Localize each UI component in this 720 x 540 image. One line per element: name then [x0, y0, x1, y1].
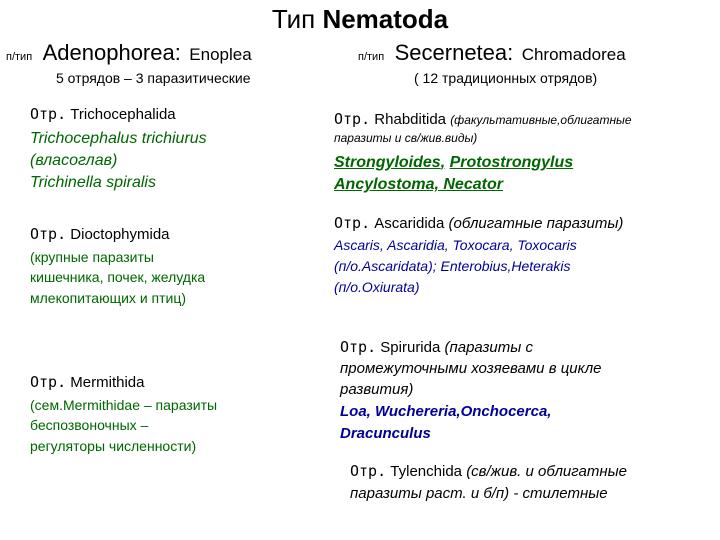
species-trichinella: Trichinella spiralis: [30, 174, 156, 191]
order-trichocephalida: [30, 105, 176, 123]
order-name: Ascaridida: [374, 215, 445, 232]
order-name: Mermithida: [70, 374, 145, 391]
order-prefix: Отр.: [30, 373, 67, 391]
rhabditida-genera-line-1: [334, 153, 573, 173]
page-title: [0, 4, 720, 35]
order-prefix: Отр.: [334, 214, 371, 232]
order-mermithida: [30, 373, 144, 391]
left-subtype-label: п/тип: [6, 51, 33, 63]
right-class-name: Chromadorea: [521, 45, 626, 64]
order-prefix: Отр.: [334, 110, 371, 128]
genus-strongyloides: Strongyloides: [334, 154, 441, 171]
ascaridida-line-2: (п/о.Ascaridata); Enterobius,Heterakis: [334, 258, 571, 274]
left-subtype-name: Adenophorea:: [42, 40, 181, 65]
order-tylenchida: [350, 462, 627, 480]
mermithida-desc-1: (сем.Mermithidae – паразиты: [30, 397, 218, 413]
title-prefix: Тип: [271, 4, 316, 34]
left-class-name: Enoplea: [189, 45, 252, 64]
order-prefix: Отр.: [340, 338, 377, 356]
right-subtype-header: [358, 40, 626, 66]
spirurida-note-1: (паразиты с: [444, 339, 533, 356]
tylenchida-note-1: (св/жив. и облигатные: [466, 463, 627, 480]
ascaridida-line-1: Ascaris, Ascaridia, Toxocara, Toxocaris: [334, 237, 577, 253]
spirurida-genera-2: Dracunculus: [340, 425, 431, 442]
rhabditida-genera-line-2: [334, 175, 503, 195]
genus-ancylostoma-necator: Ancylostoma, Necator: [334, 176, 503, 193]
order-name: Spirurida: [380, 339, 441, 356]
order-prefix: Отр.: [30, 105, 67, 123]
mermithida-desc-3: регуляторы численности): [30, 438, 197, 454]
order-name: Trichocephalida: [70, 106, 176, 123]
right-subtype-name: Secernetea:: [394, 40, 514, 65]
spirurida-note-2: промежуточными хозяевами в цикле: [340, 360, 602, 377]
title-name: Nematoda: [322, 4, 449, 34]
order-prefix: Отр.: [350, 462, 387, 480]
order-prefix: Отр.: [30, 225, 67, 243]
order-name: Dioctophymida: [70, 226, 170, 243]
spirurida-genera-1: Loa, Wuchereria,Onchocerca,: [340, 403, 552, 420]
left-subtype-note: 5 отрядов – 3 паразитические: [56, 70, 251, 86]
rhabditida-note-2: паразиты и св/жив.виды): [334, 131, 478, 145]
ascaridida-note: (облигатные паразиты): [448, 215, 624, 232]
order-ascaridida: [334, 214, 623, 232]
order-spirurida: [340, 338, 533, 356]
dioctophymida-desc-3: млекопитающих и птиц): [30, 290, 187, 306]
genus-separator: ,: [440, 154, 446, 171]
genus-protostrongylus: Protostrongylus: [449, 154, 574, 171]
dioctophymida-desc-1: (крупные паразиты: [30, 249, 154, 265]
left-subtype-header: [6, 40, 252, 66]
order-name: Rhabditida: [374, 111, 447, 128]
rhabditida-note-1: (факультативные,облигатные: [450, 113, 632, 127]
species-trichocephalus: Trichocephalus trichiurus: [30, 130, 207, 147]
right-subtype-label: п/тип: [358, 51, 385, 63]
order-name: Tylenchida: [390, 463, 463, 480]
species-common-name: (власоглав): [30, 152, 118, 169]
order-dioctophymida: [30, 225, 170, 243]
tylenchida-note-2: паразиты раст. и б/п) - стилетные: [350, 485, 608, 502]
right-subtype-note: ( 12 традиционных отрядов): [414, 70, 598, 86]
order-rhabditida: [334, 110, 632, 128]
ascaridida-line-3: (п/о.Oxiurata): [334, 279, 420, 295]
spirurida-note-3: развития): [340, 381, 414, 398]
dioctophymida-desc-2: кишечника, почек, желудка: [30, 269, 206, 285]
mermithida-desc-2: беспозвоночных –: [30, 417, 149, 433]
